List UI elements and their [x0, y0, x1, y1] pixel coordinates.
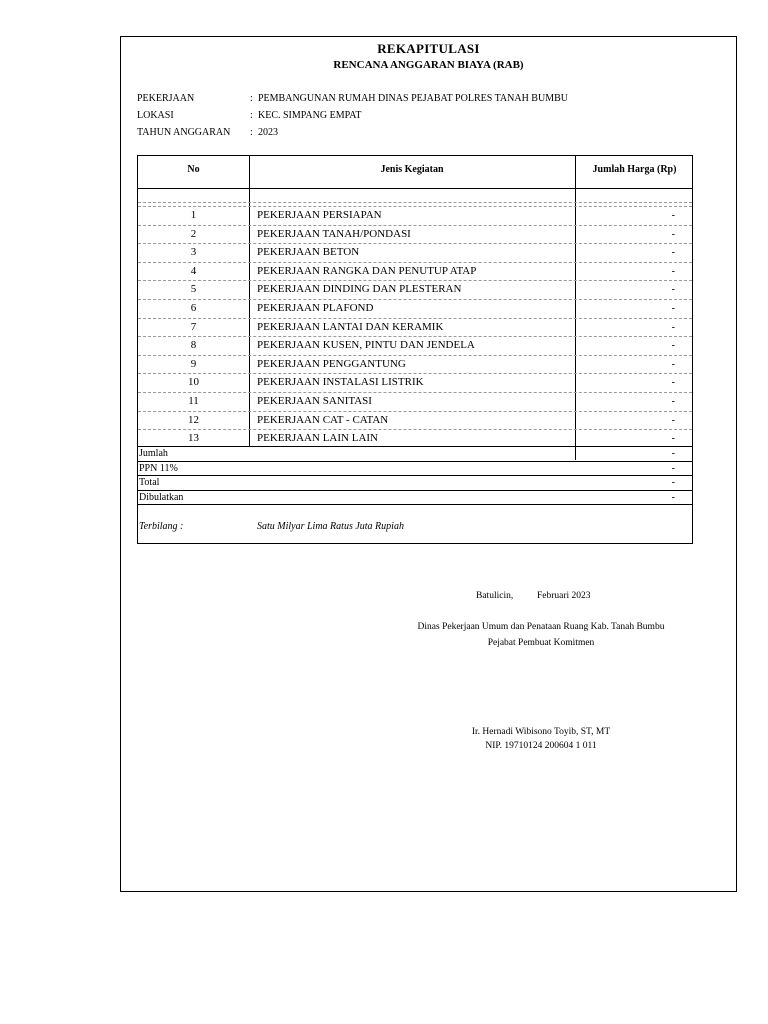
- signature-nip: NIP. 19710124 200604 1 011: [485, 741, 597, 751]
- row-amount: -: [671, 377, 675, 389]
- row-amount: -: [671, 247, 675, 259]
- table-row: [138, 411, 692, 430]
- table-row: [138, 243, 692, 262]
- table-row: [138, 206, 692, 225]
- table-row: [138, 373, 692, 392]
- signature-role: Pejabat Pembuat Komitmen: [487, 638, 595, 648]
- row-amount: -: [671, 210, 675, 221]
- row-activity: PEKERJAAN PLAFOND: [257, 302, 374, 314]
- terbilang-label: Terbilang :: [139, 521, 184, 532]
- summary-row: [138, 461, 692, 476]
- header-no: No: [187, 164, 200, 175]
- summary-label: Jumlah: [139, 448, 168, 459]
- document-subtitle: RENCANA ANGGARAN BIAYA (RAB): [333, 59, 524, 71]
- row-amount: -: [671, 321, 675, 333]
- row-number: 3: [190, 246, 197, 259]
- row-number: 10: [188, 376, 199, 389]
- summary-amount: -: [671, 477, 675, 488]
- document-page: [120, 36, 737, 892]
- row-activity: PEKERJAAN RANGKA DAN PENUTUP ATAP: [257, 264, 477, 277]
- row-activity: PEKERJAAN LANTAI DAN KERAMIK: [257, 320, 444, 333]
- meta-separator: :: [250, 127, 253, 138]
- row-amount: -: [671, 265, 675, 277]
- row-number: 8: [190, 339, 197, 352]
- meta-pekerjaan-value: PEMBANGUNAN RUMAH DINAS PEJABAT POLRES TANAH BUMBU: [258, 93, 568, 104]
- row-amount: -: [671, 396, 675, 407]
- meta-separator: :: [250, 93, 253, 104]
- row-number: 12: [188, 413, 199, 426]
- table-row: [138, 280, 692, 299]
- row-amount: -: [671, 303, 675, 314]
- row-number: 4: [190, 264, 197, 277]
- row-activity: PEKERJAAN LAIN LAIN: [257, 432, 378, 445]
- rab-table: [137, 155, 693, 544]
- header-divider: [138, 188, 692, 189]
- signature-date: Februari 2023: [537, 591, 591, 601]
- row-number: 7: [190, 320, 197, 333]
- table-row: [138, 262, 692, 281]
- row-activity: PEKERJAAN PENGGANTUNG: [257, 357, 406, 370]
- row-activity: PEKERJAAN SANITASI: [257, 395, 372, 407]
- summary-label: PPN 11%: [139, 462, 178, 474]
- summary-label: Total: [139, 477, 160, 488]
- row-amount: -: [671, 340, 675, 352]
- meta-lokasi-label: LOKASI: [137, 110, 174, 121]
- row-amount: -: [671, 433, 675, 445]
- meta-lokasi-value: KEC. SIMPANG EMPAT: [258, 110, 362, 121]
- row-activity: PEKERJAAN TANAH/PONDASI: [257, 227, 411, 240]
- table-row: [138, 225, 692, 244]
- summary-label: Dibulatkan: [139, 491, 184, 503]
- row-activity: PEKERJAAN CAT - CATAN: [257, 413, 389, 426]
- table-row: [138, 336, 692, 355]
- meta-separator: :: [250, 110, 253, 121]
- table-row: [138, 318, 692, 337]
- meta-pekerjaan-label: PEKERJAAN: [137, 93, 195, 104]
- signature-name: Ir. Hernadi Wibisono Toyib, ST, MT: [471, 727, 611, 737]
- summary-row: [138, 446, 692, 461]
- summary-amount: -: [671, 462, 675, 474]
- summary-row: [138, 475, 692, 490]
- row-number: 1: [190, 209, 197, 221]
- row-amount: -: [671, 414, 675, 426]
- row-amount: -: [671, 284, 675, 296]
- terbilang-value: Satu Milyar Lima Ratus Juta Rupiah: [257, 521, 404, 532]
- row-activity: PEKERJAAN DINDING DAN PLESTERAN: [257, 283, 462, 296]
- summary-bottom-border: [138, 504, 692, 505]
- row-number: 2: [190, 227, 197, 240]
- signature-agency: Dinas Pekerjaan Umum dan Penataan Ruang Kab. Tanah Bumbu: [417, 622, 665, 632]
- row-activity: PEKERJAAN INSTALASI LISTRIK: [257, 376, 424, 389]
- meta-tahun-label: TAHUN ANGGARAN: [137, 127, 231, 138]
- row-number: 11: [188, 395, 199, 407]
- header-jumlah-harga: Jumlah Harga (Rp): [592, 164, 677, 175]
- row-number: 9: [190, 357, 197, 370]
- row-amount: -: [671, 358, 675, 370]
- summary-amount: -: [671, 448, 675, 459]
- document-title: REKAPITULASI: [377, 41, 480, 56]
- row-activity: PEKERJAAN BETON: [257, 246, 360, 259]
- row-amount: -: [671, 228, 675, 240]
- row-activity: PEKERJAAN KUSEN, PINTU DAN JENDELA: [257, 339, 475, 352]
- table-row: [138, 355, 692, 374]
- row-number: 13: [188, 432, 199, 445]
- row-number: 5: [190, 283, 197, 296]
- summary-amount: -: [671, 491, 675, 503]
- row-number: 6: [190, 302, 197, 314]
- signature-place: Batulicin,: [476, 591, 514, 601]
- meta-tahun-value: 2023: [258, 127, 278, 138]
- row-activity: PEKERJAAN PERSIAPAN: [257, 209, 382, 221]
- summary-row: [138, 490, 692, 505]
- table-row: [138, 392, 692, 411]
- table-row: [138, 299, 692, 318]
- header-jenis-kegiatan: Jenis Kegiatan: [380, 164, 444, 175]
